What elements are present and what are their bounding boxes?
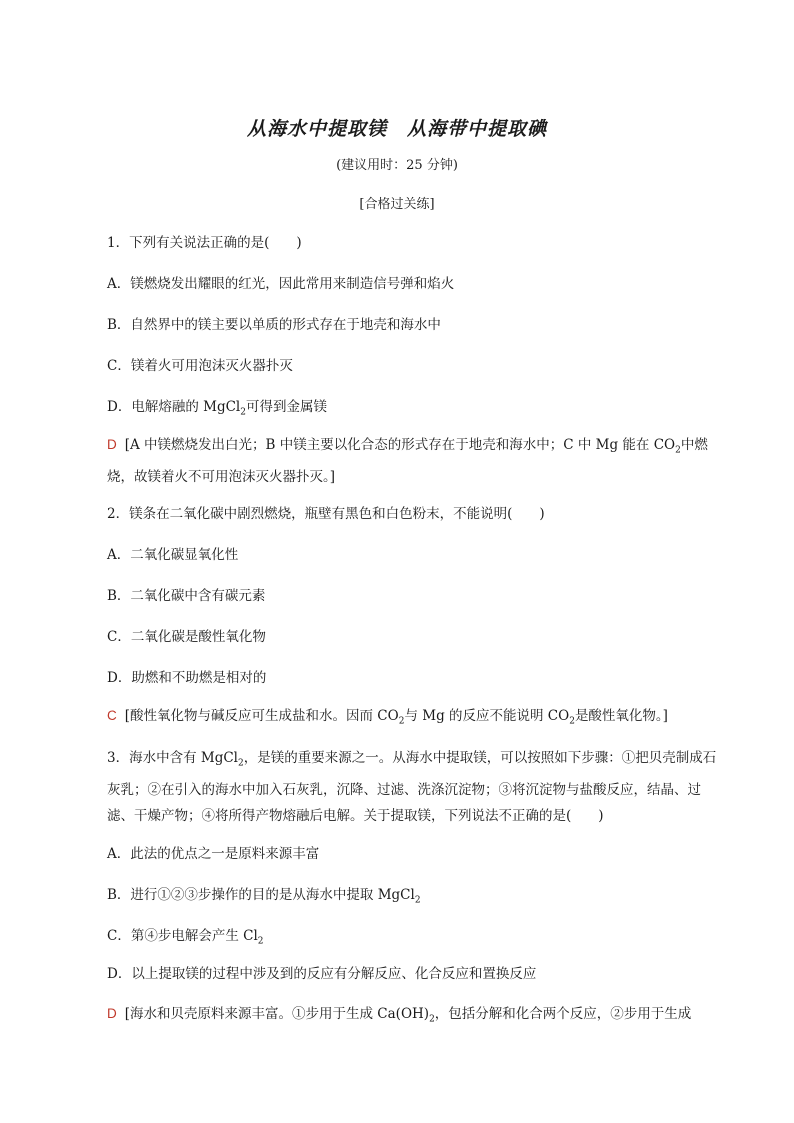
q3-explanation	[107, 1003, 710, 1031]
q2-option-c: C．二氧化碳是酸性氧化物	[107, 629, 266, 645]
q3-stem-subscript: 2	[238, 758, 244, 769]
q1-option-b: B．自然界中的镁主要以单质的形式存在于地壳和海水中	[107, 317, 441, 333]
q3-c-text: C．第④步电解会产生 Cl	[107, 928, 258, 944]
q2-option-d: D．助燃和不助燃是相对的	[107, 670, 267, 686]
q2-exp-text-3: 是酸性氧化物。]	[574, 708, 668, 724]
q1-exp-text: [A 中镁燃烧发出白光；B 中镁主要以化合态的形式存在于地壳和海水中；C 中 Mg 能在 CO	[124, 437, 676, 453]
q1-exp-text-end: 中燃烧，故镁着火不可用泡沫灭火器扑灭。]	[107, 437, 708, 485]
q3-stem	[107, 745, 719, 829]
q3-stem-text: 3．海水中含有 MgCl	[107, 750, 238, 766]
q1-exp-subscript: 2	[675, 445, 681, 456]
q3-b-text: B．进行①②③步操作的目的是从海水中提取 MgCl	[107, 887, 415, 903]
q1-option-c: C．镁着火可用泡沫灭火器扑灭	[107, 358, 293, 374]
q3-option-d: D．以上提取镁的过程中涉及到的反应有分解反应、化合反应和置换反应	[107, 966, 537, 982]
q1-answer: D	[107, 437, 117, 452]
q3-option-a: A．此法的优点之一是原料来源丰富	[107, 846, 320, 862]
q1-explanation	[107, 432, 719, 490]
q2-exp-text-1: [酸性氧化物与碱反应可生成盐和水。因而 CO	[124, 708, 399, 724]
q3-c-subscript: 2	[257, 936, 264, 947]
q1-d-text-end: 可得到金属镁	[245, 399, 327, 415]
q3-answer: D	[107, 1006, 117, 1021]
q2-stem: 2．镁条在二氧化碳中剧烈燃烧，瓶壁有黑色和白色粉末，不能说明( )	[107, 506, 545, 522]
q2-answer: C	[107, 708, 117, 723]
q3-exp-text-end: ，包括分解和化合两个反应，②步用于生成	[434, 1006, 692, 1022]
q3-b-subscript: 2	[414, 895, 421, 906]
q2-option-a: A．二氧化碳显氧化性	[107, 547, 239, 563]
page-title: 从海水中提取镁 从海带中提取碘	[246, 118, 547, 140]
q3-option-b	[107, 884, 710, 912]
q1-option-d	[107, 396, 710, 424]
q1-d-subscript: 2	[240, 407, 246, 418]
q1-stem: 1．下列有关说法正确的是( )	[107, 235, 302, 251]
q1-option-a: A．镁燃烧发出耀眼的红光，因此常用来制造信号弹和焰火	[107, 276, 455, 292]
time-suggestion: (建议用时：25 分钟)	[336, 158, 458, 173]
q2-exp-subscript-1: 2	[398, 716, 405, 727]
q3-stem-text-end: ，是镁的重要来源之一。从海水中提取镁，可以按照如下步骤：①把贝壳制成石灰乳；②在引入的海水中加入石灰乳，沉降、过滤、洗涤沉淀物；③将沉淀物与盐酸反应，结晶、过滤、干燥产物；④将所得产物熔融后电解。关于提取镁，下列说法不正确的是( )	[107, 750, 717, 824]
q2-exp-text-2: 与 Mg 的反应不能说明 CO	[404, 708, 570, 724]
section-heading: [合格过关练]	[359, 197, 435, 212]
q2-explanation	[107, 705, 710, 733]
q3-exp-text: [海水和贝壳原料来源丰富。①步用于生成 Ca(OH)	[124, 1006, 430, 1022]
q2-option-b: B．二氧化碳中含有碳元素	[107, 588, 266, 604]
q1-d-text: D．电解熔融的 MgCl	[107, 399, 241, 415]
q3-exp-subscript: 2	[429, 1014, 435, 1025]
q3-option-c	[107, 925, 710, 953]
q2-exp-subscript-2: 2	[569, 716, 575, 727]
